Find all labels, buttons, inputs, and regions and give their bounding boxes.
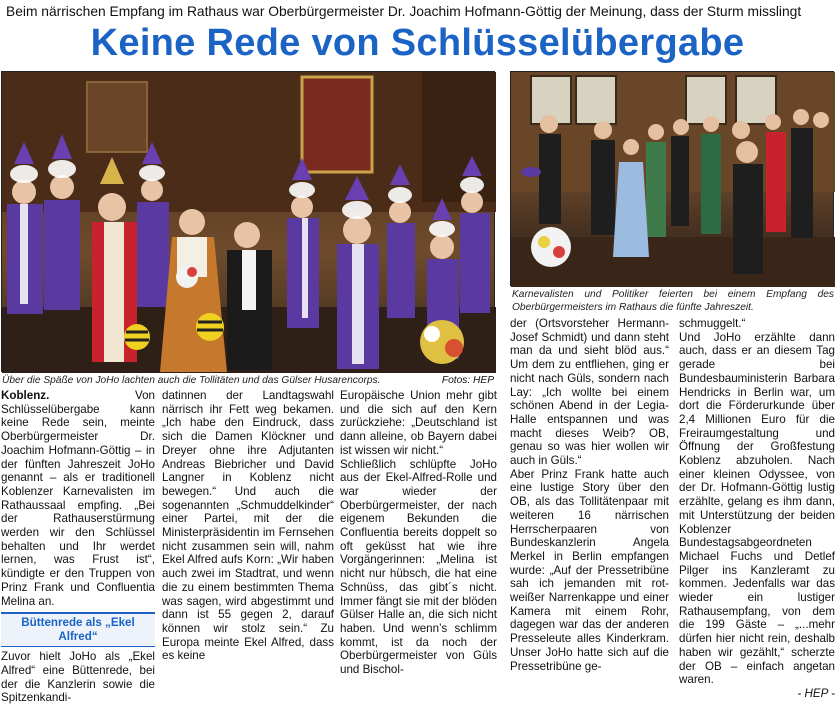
dateline: Koblenz. xyxy=(1,389,50,402)
photo-credit: Fotos: HEP xyxy=(441,375,494,386)
kicker-line: Beim närrischen Empfang im Rathaus war Oberbürgermeister Dr. Joachim Hofmann-Göttig der Meinung, dass der Sturm misslingt xyxy=(6,4,802,19)
article-column-3 xyxy=(340,389,497,677)
photo1-caption: Über die Späße von JoHo lachten auch die Tollitäten und das Gülser Husarencorps. xyxy=(2,375,381,386)
photo-carnival-reception xyxy=(1,71,495,372)
paragraph: Und JoHo erzählte dann auch, dass er an diesem Tag gerade bei Bundesbauministerin Barbara Hendricks in Berlin war, um dort die Förderurkunde über 2,4 Millionen Euro für die Freiraumgestaltung und Öffnung der Großfestung Koblenz abzuholen. Nach einer kleinen Odyssee, von der Dr. Hofmann-Göttig lustig erzählte, gelang es ihm dann, mit Unterstützung der beiden Koblenzer Bundestagsabgeordneten Michael Fuchs und Detlef Pilger ins Kanzleramt zu kommen. Jedenfalls war das wieder ein lustiger Rathausempfang, von dem die 199 Gäste – „...mehr dürfen hier nicht rein, deshalb haben wir gezählt,“ scherzte der OB – einfach angetan waren. xyxy=(679,330,835,687)
article-column-5 xyxy=(679,317,835,701)
paragraph-text: Von Schlüsselübergabe kann keine Rede sein, meinte Oberbürgermeister Dr. Joachim Hofmann-Göttig – in der fünften Jahreszeit JoHo genannt – als er traditionell Koblenzer Karnevalisten im Rathaussaal empfing. „Bei der Rathauserstürmung werden wir den Schlüssel behalten und Ihr werdet lernen, was Frust ist“, kündigte er den Truppen von Prinz Frank und Confluentia Melina an. xyxy=(1,389,155,608)
headline: Keine Rede von Schlüsselübergabe xyxy=(90,22,745,64)
subheading: Büttenrede als „Ekel Alfred“ xyxy=(1,612,155,647)
paragraph: der (Ortsvorsteher Hermann-Josef Schmidt) und dann steht man da und sieht blöd aus.“ Um dem zu entfliehen, ging er nicht nach Güls, sondern nach Lay: „Ich wollte bei einem schönen Abend in der Legia-Halle entspannen und was macht dieses Weib? OB, genau so was hier wollen wir auch in Güls.“ xyxy=(510,317,669,468)
paragraph: datinnen der Landtagswahl närrisch ihr Fett weg bekamen. „Ich habe den Eindruck, dass sich die Damen Klöckner und Dreyer ohne ihre Adjutanten Andreas Biebricher und David Langner in Koblenz nicht bewegen.“ Und auch die sogenannten „Schmuddelkinder“ einer Partei, mit der die Ministerpräsidentin im Fernsehen nicht zusammen sein will, nahm Ekel Alfred aufs Korn: „Wir haben auch zwei im Stadtrat, und wenn die zu einem bestimmten Thema was sagen, wird abgestimmt und dann ist 55 gegen 2, darauf können wir stolz sein.“ Zu Europa meinte Ekel Alfred, dass es keine xyxy=(162,389,334,663)
photo-group-reception xyxy=(510,71,834,286)
paragraph: Aber Prinz Frank hatte auch eine lustige Story über den OB, als das Tollitätenpaar mit weiteren 16 närrischen Herrscherpaaren von Bundeskanzlerin Angela Merkel in Berlin empfangen wurde: „Auf der Pressetribüne sah ich jemanden mit rot-weißer Narrenkappe und einer Kamera mit einem Rohr, dagegen war das der anderen Presseleute alles Kinderkram. Unser JoHo hatte sich auf die Pressetribüne ge- xyxy=(510,467,669,673)
paragraph xyxy=(1,389,155,608)
paragraph: Europäische Union mehr gibt und die sich auf den Kern zurückziehe: „Deutschland ist dann alleine, ob Bayern dabei ist wissen wir nicht.“ xyxy=(340,389,497,457)
paragraph: schmuggelt.“ xyxy=(679,317,746,330)
photo2-caption: Karnevalisten und Politiker feierten bei einem Empfang des Oberbürgermeisters im Rathaus die fünfte Jahreszeit. xyxy=(512,289,834,313)
paragraph: Schließlich schlüpfte JoHo aus der Ekel-Alfred-Rolle und war wieder der Oberbürgermeister, der nach eigenem Bekunden die Confluentia bereits doppelt so oft geküsst hat wie ihre Vorgängerinnen: „Melina ist nicht nur hübsch, die hat eine Schnüss, das gibt´s nicht. Immer fängt sie mit der blöden Gülser Halle an, die sich nicht haben. Und wenn’s schlimm kommt, ist da noch der Oberbürgermeister von Güls und Bischol- xyxy=(340,457,497,677)
article-column-1 xyxy=(1,389,155,705)
article-column-4 xyxy=(510,317,669,673)
author-signature: - HEP - xyxy=(797,686,835,700)
article-column-2 xyxy=(162,389,334,663)
paragraph: Zuvor hielt JoHo als „Ekel Alfred“ eine Büttenrede, bei der die Kanzlerin sowie die Spitzenkandi- xyxy=(1,650,155,705)
